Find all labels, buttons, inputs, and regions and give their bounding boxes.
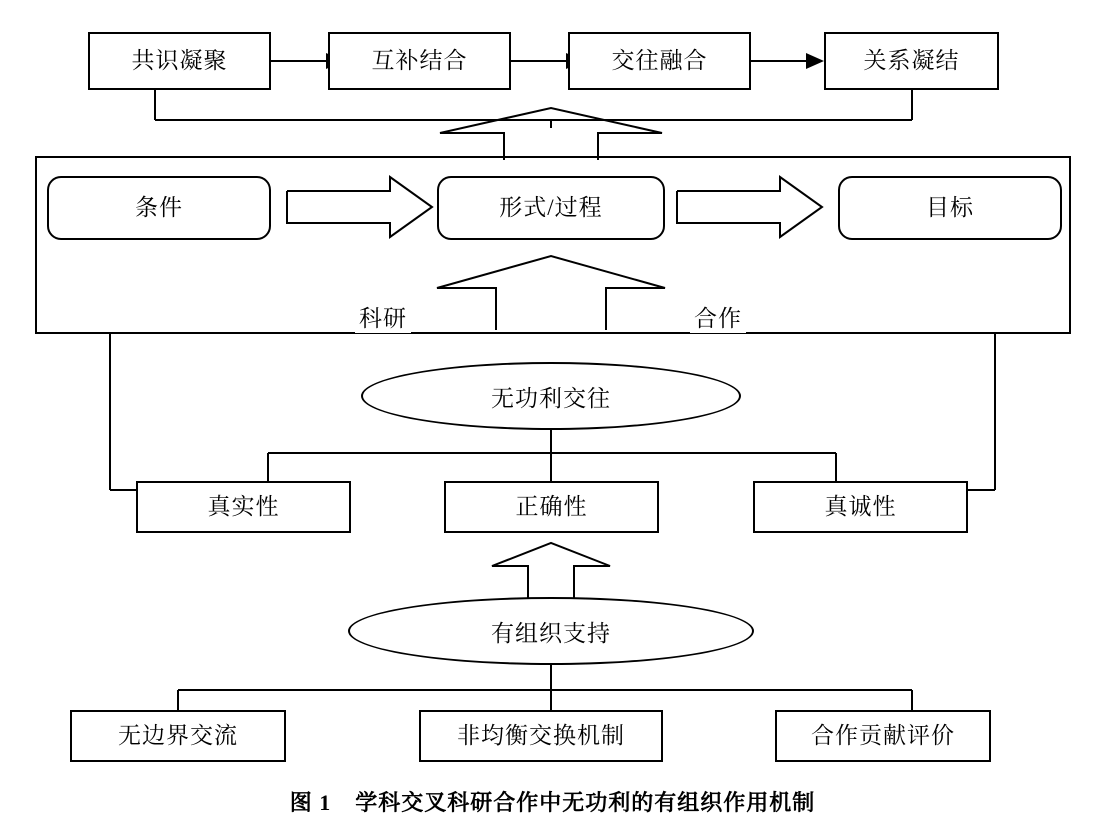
ellipse-organized-support[interactable]: [348, 597, 754, 665]
ellipse-label: 无功利交往: [491, 385, 611, 411]
node-label: 形式/过程: [499, 195, 603, 221]
label-text: 科研: [359, 306, 407, 331]
node-label: 共识凝聚: [131, 48, 228, 74]
node-label: 关系凝结: [863, 48, 960, 74]
node-label: 条件: [135, 195, 183, 221]
node-condition[interactable]: [47, 176, 271, 240]
node-label: 真诚性: [824, 494, 897, 520]
figure-caption-number: 图 1: [289, 790, 332, 815]
arrow-condition-to-process: [287, 177, 432, 237]
node-interaction-fusion[interactable]: [568, 32, 751, 90]
figure-caption-text: 学科交叉科研合作中无功利的有组织作用机制: [355, 790, 816, 815]
arrow-process-to-goal: [677, 177, 822, 237]
node-correctness[interactable]: [444, 481, 659, 533]
ellipse-label: 有组织支持: [491, 620, 611, 646]
node-cooperation-contribution-evaluation[interactable]: [775, 710, 991, 762]
node-unbalanced-exchange-mechanism[interactable]: [419, 710, 663, 762]
node-borderless-exchange[interactable]: [70, 710, 286, 762]
node-label: 目标: [926, 195, 974, 221]
bracket-support-to-boxes: [178, 665, 912, 710]
arrow-up-to-middle-band: [440, 108, 662, 160]
node-label: 无边界交流: [118, 723, 238, 749]
node-relationship-condensation[interactable]: [824, 32, 999, 90]
arrow-up-to-validity: [492, 543, 610, 600]
node-goal[interactable]: [838, 176, 1062, 240]
arrow-up-to-process: [437, 256, 665, 330]
node-label: 非均衡交换机制: [457, 723, 625, 749]
node-consensus-cohesion[interactable]: [88, 32, 271, 90]
node-label: 真实性: [207, 494, 280, 520]
label-text: 合作: [694, 306, 742, 331]
node-complementary-combination[interactable]: [328, 32, 511, 90]
node-sincerity[interactable]: [753, 481, 968, 533]
node-label: 互补结合: [371, 48, 468, 74]
connector-goal-down: [968, 333, 995, 490]
figure-caption: [0, 786, 1105, 817]
top-row-arrow-3: [751, 53, 824, 69]
label-research: [355, 300, 411, 333]
bracket-ellipse-to-validity: [268, 430, 836, 481]
node-label: 交往融合: [611, 48, 708, 74]
node-form-process[interactable]: [437, 176, 665, 240]
connector-condition-down: [110, 333, 136, 490]
label-cooperation: [690, 300, 746, 333]
ellipse-non-utilitarian-interaction[interactable]: [361, 362, 741, 430]
top-to-middle-bracket: [155, 90, 912, 128]
node-label: 合作贡献评价: [811, 723, 955, 749]
node-authenticity[interactable]: [136, 481, 351, 533]
node-label: 正确性: [515, 494, 588, 520]
